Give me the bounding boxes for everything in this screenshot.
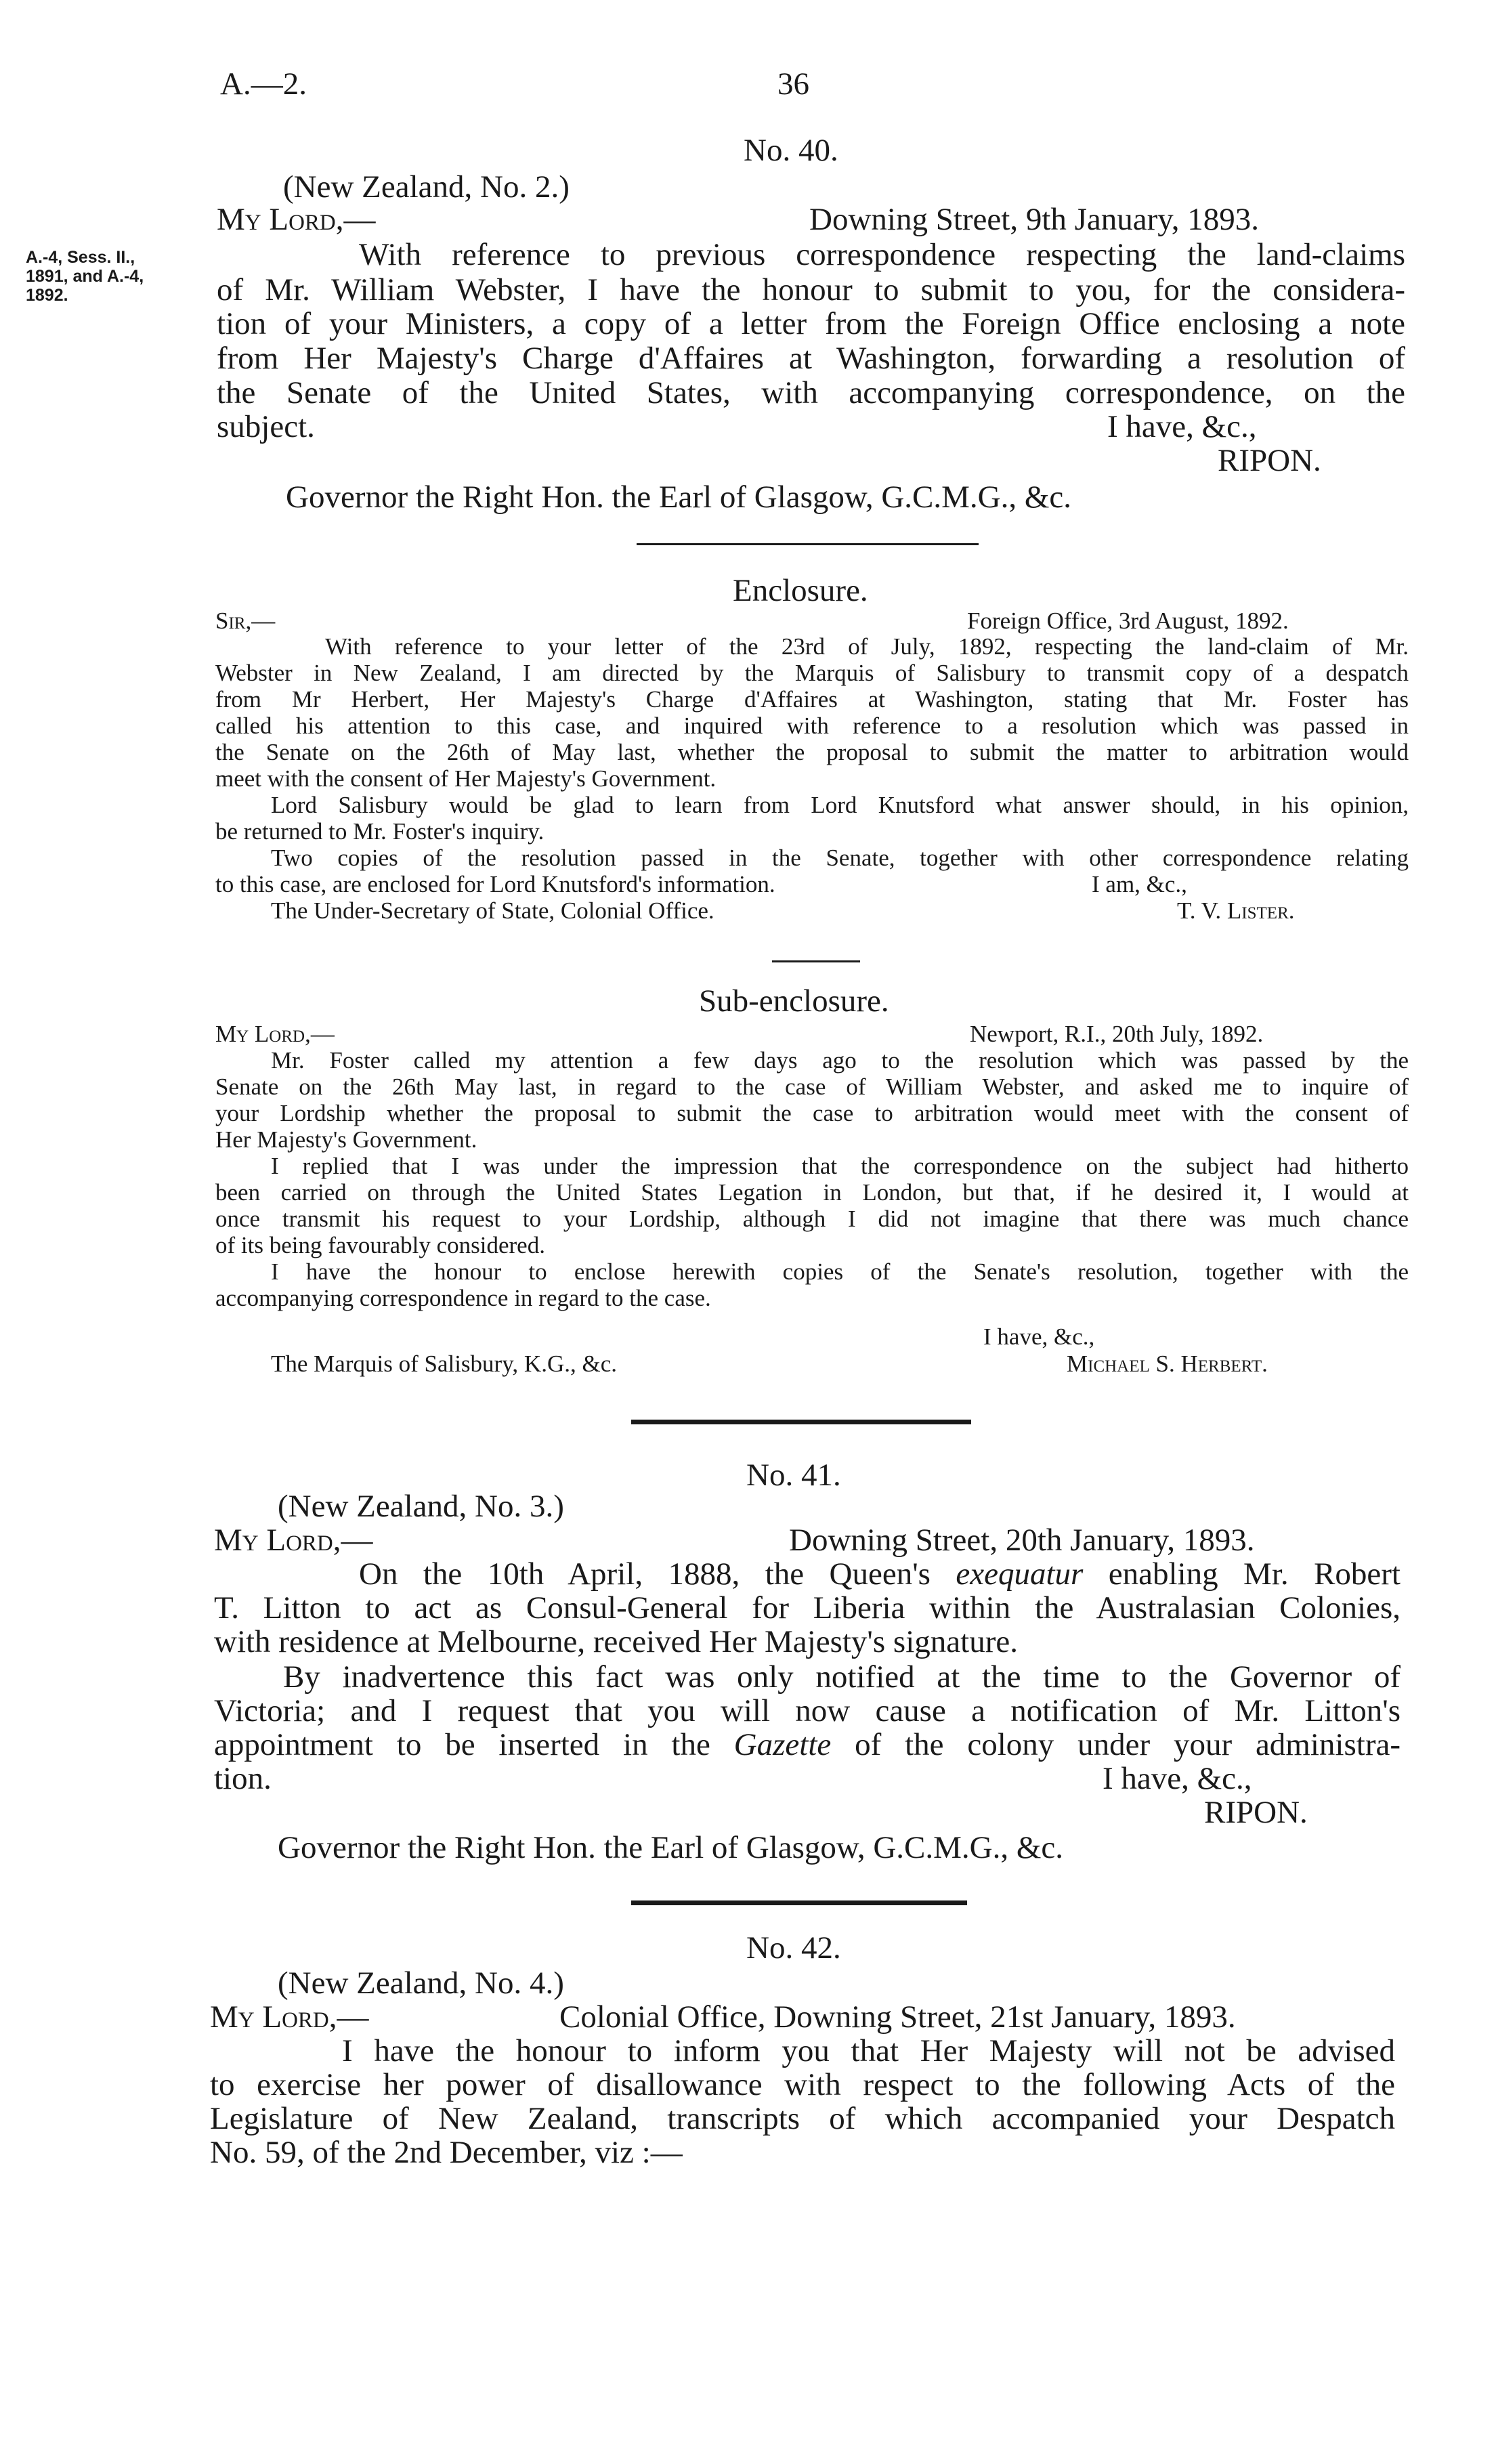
body-line: Victoria; and I request that you will now cause a notification of Mr. Litton's	[214, 1693, 1401, 1728]
letter-address: Downing Street, 20th January, 1893.	[789, 1523, 1255, 1558]
section-heading: Enclosure.	[733, 573, 868, 608]
body-line: subject.	[217, 409, 315, 444]
letter-address: Newport, R.I., 20th July, 1892.	[970, 1021, 1264, 1047]
despatch-heading: No. 41.	[746, 1458, 841, 1493]
salutation: My Lord,—	[214, 1523, 373, 1558]
despatch-heading: No. 42.	[746, 1930, 841, 1966]
body-line: I have the honour to inform you that Her Majesty will not be advised	[342, 2033, 1395, 2068]
despatch-heading: No. 40.	[744, 133, 838, 168]
body-line: Webster in New Zealand, I am directed by the Marquis of Salisbury to transmit copy of a despatch	[215, 660, 1409, 686]
body-text: appointment to be inserted in the	[214, 1727, 734, 1762]
letter-address: Colonial Office, Downing Street, 21st January, 1893.	[559, 1999, 1236, 2035]
addressee: The Under-Secretary of State, Colonial Office.	[271, 897, 714, 924]
body-line: accompanying correspondence in regard to the case.	[215, 1285, 711, 1311]
body-line: Two copies of the resolution passed in the Senate, together with other correspondence relating	[271, 845, 1409, 871]
addressee: Governor the Right Hon. the Earl of Glasgow, G.C.M.G., &c.	[278, 1830, 1064, 1865]
salutation: My Lord,—	[217, 202, 376, 237]
body-line: With reference to previous correspondence respecting the land-claims	[359, 237, 1405, 272]
body-line: tion.	[214, 1761, 272, 1796]
salutation: Sir,—	[215, 608, 276, 634]
section-heading: Sub-enclosure.	[699, 983, 889, 1019]
closing: I have, &c.,	[1103, 1761, 1252, 1796]
salutation: My Lord,—	[215, 1021, 335, 1047]
body-line: of Mr. William Webster, I have the honour to submit to you, for the considera-	[217, 272, 1405, 307]
despatch-source: (New Zealand, No. 3.)	[278, 1489, 564, 1524]
body-line: I have the honour to enclose herewith copies of the Senate's resolution, together with the	[271, 1258, 1409, 1285]
signature: T. V. Lister.	[1177, 897, 1295, 924]
body-line: By inadvertence this fact was only notified at the time to the Governor of	[283, 1659, 1401, 1695]
letter-address: Downing Street, 9th January, 1893.	[809, 202, 1259, 237]
body-line: your Lordship whether the proposal to submit the case to arbitration would meet with the consent of	[215, 1100, 1409, 1126]
closing: I have, &c.,	[1107, 409, 1257, 444]
body-line: Lord Salisbury would be glad to learn from Lord Knutsford what answer should, in his opinion,	[271, 792, 1409, 818]
closing: I have, &c.,	[983, 1323, 1095, 1350]
body-line: Legislature of New Zealand, transcripts of which accompanied your Despatch	[210, 2101, 1395, 2136]
body-line: of its being favourably considered.	[215, 1232, 545, 1258]
despatch-source: (New Zealand, No. 4.)	[278, 1966, 564, 2001]
addressee: Governor the Right Hon. the Earl of Glasgow, G.C.M.G., &c.	[286, 480, 1072, 515]
body-line: the Senate on the 26th of May last, whether the proposal to submit the matter to arbitration would	[215, 739, 1409, 765]
body-line: I replied that I was under the impression that the correspondence on the subject had hitherto	[271, 1153, 1409, 1179]
section-divider	[637, 543, 979, 545]
margin-note	[26, 248, 144, 305]
signature: Michael S. Herbert.	[1067, 1351, 1268, 1377]
margin-note-line: 1892.	[26, 286, 68, 305]
body-line	[359, 1556, 1401, 1592]
body-line: with residence at Melbourne, received Her Majesty's signature.	[214, 1624, 1018, 1659]
signature: RIPON.	[1218, 443, 1321, 478]
heavy-divider	[631, 1900, 967, 1905]
page-number: 36	[777, 66, 809, 102]
body-line	[214, 1727, 1401, 1762]
body-text: enabling Mr. Robert	[1083, 1556, 1401, 1592]
signature: RIPON.	[1204, 1795, 1308, 1830]
body-line: T. Litton to act as Consul-General for Liberia within the Australasian Colonies,	[214, 1590, 1401, 1626]
body-line: from Mr Herbert, Her Majesty's Charge d'Affaires at Washington, stating that Mr. Foster has	[215, 686, 1409, 713]
body-line: Her Majesty's Government.	[215, 1126, 477, 1153]
despatch-source: (New Zealand, No. 2.)	[283, 169, 570, 205]
body-line: to exercise her power of disallowance with respect to the following Acts of the	[210, 2067, 1395, 2102]
closing: I am, &c.,	[1092, 871, 1187, 897]
section-divider	[772, 960, 860, 962]
salutation: My Lord,—	[210, 1999, 369, 2035]
body-line: With reference to your letter of the 23rd of July, 1892, respecting the land-claim of Mr.	[325, 633, 1409, 660]
document-reference: A.—2.	[220, 66, 307, 102]
body-line: be returned to Mr. Foster's inquiry.	[215, 818, 544, 845]
body-line: to this case, are enclosed for Lord Knutsford's information.	[215, 871, 775, 897]
body-line: called his attention to this case, and inquired with reference to a resolution which was passed in	[215, 713, 1409, 739]
italic-term: exequatur	[956, 1556, 1084, 1592]
body-line: Senate on the 26th May last, in regard to the case of William Webster, and asked me to inquire of	[215, 1074, 1409, 1100]
body-line: from Her Majesty's Charge d'Affaires at Washington, forwarding a resolution of	[217, 341, 1405, 376]
margin-note-line: 1891, and A.-4,	[26, 267, 144, 286]
margin-note-line: A.-4, Sess. II.,	[26, 248, 135, 267]
body-line: Mr. Foster called my attention a few days ago to the resolution which was passed by the	[271, 1047, 1409, 1074]
addressee: The Marquis of Salisbury, K.G., &c.	[271, 1351, 617, 1377]
body-text: On the 10th April, 1888, the Queen's	[359, 1556, 956, 1592]
italic-term: Gazette	[733, 1727, 832, 1762]
body-line: meet with the consent of Her Majesty's Government.	[215, 765, 717, 792]
body-line: once transmit his request to your Lordship, although I did not imagine that there was much chance	[215, 1206, 1409, 1232]
body-line: the Senate of the United States, with accompanying correspondence, on the	[217, 375, 1405, 410]
heavy-divider	[631, 1420, 971, 1424]
body-text: of the colony under your administra-	[831, 1727, 1401, 1762]
body-line: been carried on through the United States Legation in London, but that, if he desired it, I would at	[215, 1179, 1409, 1206]
body-line: No. 59, of the 2nd December, viz :—	[210, 2135, 683, 2170]
letter-address: Foreign Office, 3rd August, 1892.	[967, 608, 1289, 634]
body-line: tion of your Ministers, a copy of a letter from the Foreign Office enclosing a note	[217, 306, 1405, 341]
